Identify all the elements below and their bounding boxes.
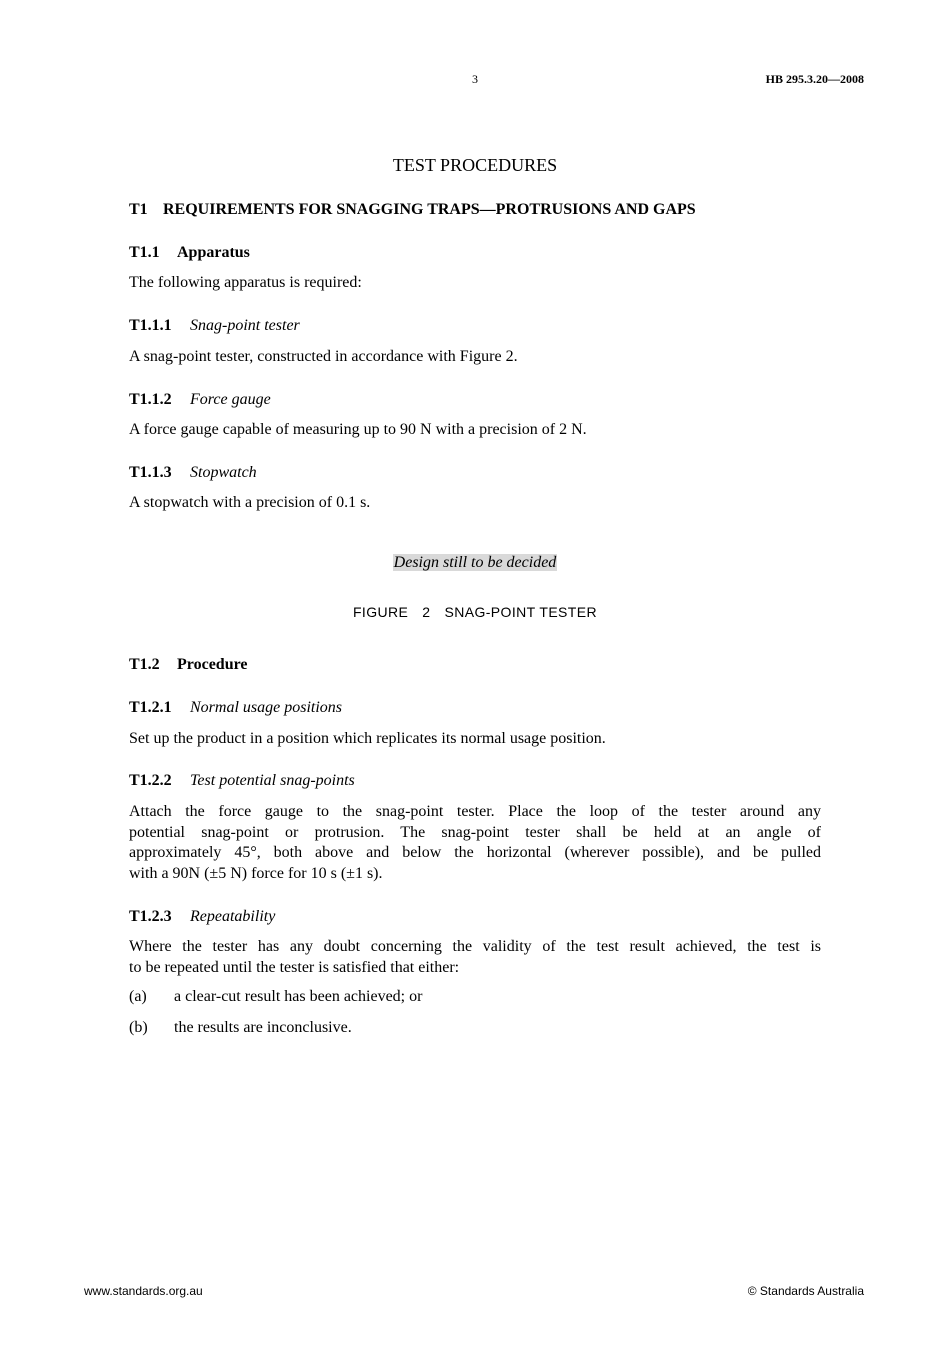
section-t1-1-3-heading <box>129 464 257 482</box>
figure-number: 2 <box>422 604 431 620</box>
figure-placeholder <box>0 554 950 572</box>
list-item-label: (a) <box>129 988 147 1005</box>
section-t1-1-3-text: A stopwatch with a precision of 0.1 s. <box>129 494 371 511</box>
section-number: T1.2 <box>129 656 160 673</box>
section-t1-1-heading <box>129 244 250 262</box>
section-t1-2-3-heading <box>129 908 275 926</box>
document-id: HB 295.3.20—2008 <box>765 72 864 86</box>
section-t1-1-text: The following apparatus is required: <box>129 274 362 291</box>
section-number: T1.2.2 <box>129 772 172 789</box>
section-title: Normal usage positions <box>190 699 343 716</box>
page-number: 3 <box>472 72 478 86</box>
figure-title: SNAG-POINT TESTER <box>444 604 597 620</box>
paragraph-line: with a 90N (±5 N) force for 10 s (±1 s). <box>129 864 383 882</box>
section-number: T1.2.3 <box>129 908 172 925</box>
section-t1-2-heading <box>129 656 248 674</box>
section-number: T1.2.1 <box>129 699 172 716</box>
section-title: Apparatus <box>177 244 250 261</box>
section-number: T1 <box>129 201 148 218</box>
figure-placeholder-text: Design still to be decided <box>393 554 557 571</box>
paragraph-line: potential snag-point or protrusion. The snag-point tester shall be held at an angle of <box>129 823 821 841</box>
section-number: T1.1.3 <box>129 464 172 481</box>
section-t1-1-2-text: A force gauge capable of measuring up to 90 N with a precision of 2 N. <box>129 421 587 438</box>
section-t1-2-3-paragraph <box>129 937 821 978</box>
section-t1-2-1-text: Set up the product in a position which replicates its normal usage position. <box>129 730 606 747</box>
section-t1-1-1-text: A snag-point tester, constructed in accordance with Figure 2. <box>129 348 518 365</box>
section-title: Force gauge <box>190 391 271 408</box>
footer-website: www.standards.org.au <box>84 1284 203 1298</box>
paragraph-line: approximately 45°, both above and below the horizontal (wherever possible), and be pulled <box>129 844 821 861</box>
section-t1-2-1-heading <box>129 699 342 717</box>
list-item-text: the results are inconclusive. <box>174 1019 352 1036</box>
paragraph-line: Where the tester has any doubt concerning the validity of the test result achieved, the test is <box>129 938 821 955</box>
section-t1-1-1-heading <box>129 317 300 335</box>
section-title: Procedure <box>177 656 248 673</box>
section-t1-2-2-paragraph <box>129 802 821 884</box>
page-title: TEST PROCEDURES <box>392 155 558 175</box>
section-title: Stopwatch <box>190 464 257 481</box>
list-item-label: (b) <box>129 1019 148 1036</box>
paragraph-line: Attach the force gauge to the snag-point tester. Place the loop of the tester around any <box>129 803 821 820</box>
section-t1-1-2-heading <box>129 391 271 409</box>
section-title: Snag-point tester <box>190 317 300 334</box>
figure-caption <box>0 604 950 620</box>
section-t1-heading <box>129 201 696 219</box>
section-number: T1.1.1 <box>129 317 172 334</box>
section-title: Test potential snag-points <box>190 772 355 789</box>
section-title: REQUIREMENTS FOR SNAGGING TRAPS—PROTRUSIONS AND GAPS <box>163 201 696 218</box>
paragraph-line: to be repeated until the tester is satisfied that either: <box>129 958 460 976</box>
figure-label: FIGURE <box>352 604 409 620</box>
section-t1-2-2-heading <box>129 772 355 790</box>
section-number: T1.1.2 <box>129 391 172 408</box>
section-title: Repeatability <box>190 908 276 925</box>
footer-copyright: © Standards Australia <box>747 1284 864 1298</box>
section-number: T1.1 <box>129 244 160 261</box>
list-item-text: a clear-cut result has been achieved; or <box>174 988 423 1005</box>
